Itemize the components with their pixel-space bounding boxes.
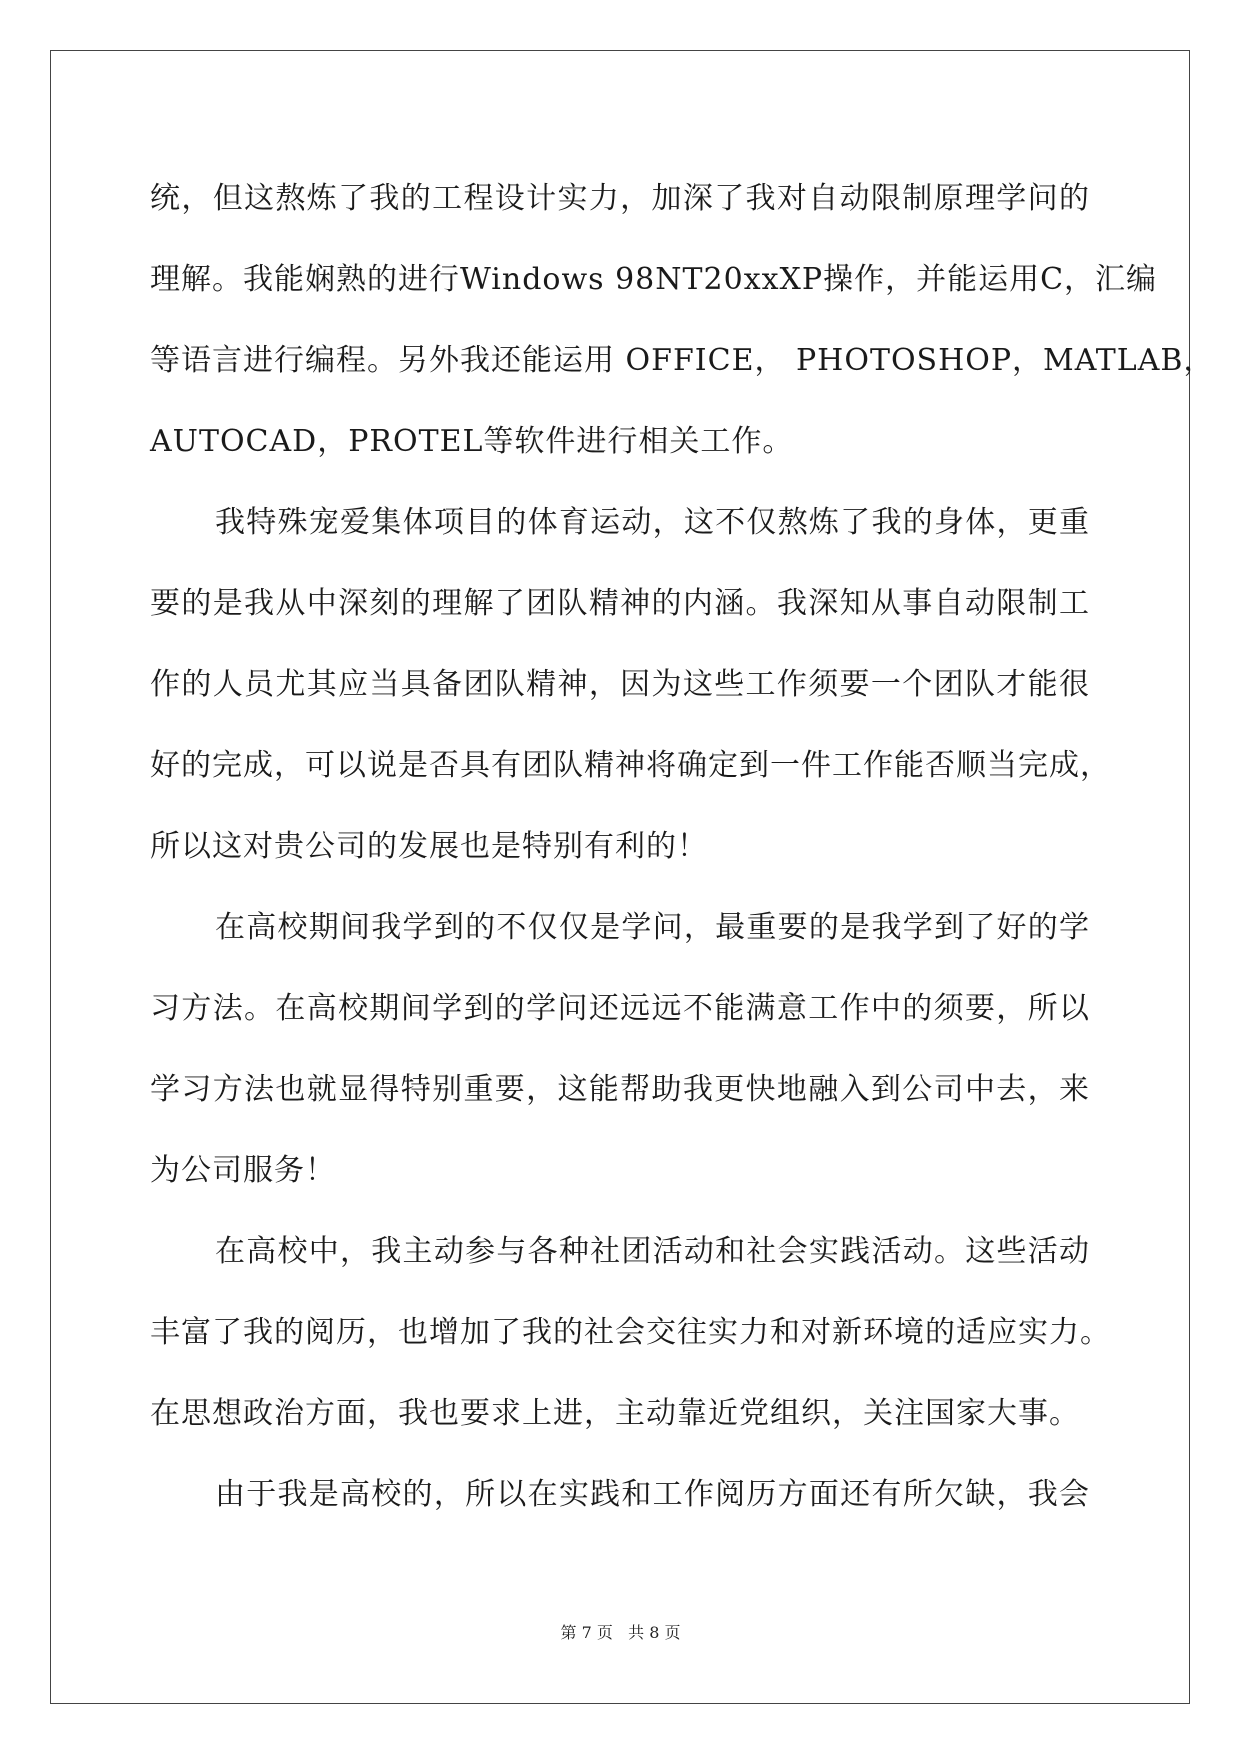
text-line: 统，但这熬炼了我的工程设计实力，加深了我对自动限制原理学问的 (150, 181, 1090, 216)
text-line: 丰富了我的阅历，也增加了我的社会交往实力和对新环境的适应实力。 (150, 1315, 1111, 1350)
text-line: 习方法。在高校期间学到的学问还远远不能满意工作中的须要，所以 (150, 991, 1090, 1026)
text-line: 等语言进行编程。另外我还能运用 OFFICE， PHOTOSHOP，MATLAB， (150, 343, 1215, 378)
text-line: 为公司服务！ (150, 1153, 336, 1188)
text-line: 好的完成，可以说是否具有团队精神将确定到一件工作能否顺当完成， (150, 748, 1111, 783)
paragraph-first-line: 在高校期间我学到的不仅仅是学问，最重要的是我学到了好的学 (215, 910, 1090, 945)
paragraph-first-line: 我特殊宠爱集体项目的体育运动，这不仅熬炼了我的身体，更重 (215, 505, 1090, 540)
text-line: 所以这对贵公司的发展也是特别有利的！ (150, 829, 708, 864)
paragraph-first-line: 由于我是高校的，所以在实践和工作阅历方面还有所欠缺，我会 (215, 1477, 1090, 1512)
text-line: AUTOCAD，PROTEL等软件进行相关工作。 (150, 424, 794, 459)
body-text (150, 158, 1215, 1535)
page-footer: 第 7 页 共 8 页 (560, 1623, 681, 1642)
paragraph-first-line: 在高校中，我主动参与各种社团活动和社会实践活动。这些活动 (215, 1234, 1090, 1269)
text-line: 学习方法也就显得特别重要，这能帮助我更快地融入到公司中去，来 (150, 1072, 1090, 1107)
text-line: 作的人员尤其应当具备团队精神，因为这些工作须要一个团队才能很 (150, 667, 1090, 702)
text-line: 理解。我能娴熟的进行Windows 98NT20xxXP操作，并能运用C，汇编 (150, 262, 1158, 297)
text-line: 在思想政治方面，我也要求上进，主动靠近党组织，关注国家大事。 (150, 1396, 1080, 1431)
text-line: 要的是我从中深刻的理解了团队精神的内涵。我深知从事自动限制工 (150, 586, 1090, 621)
